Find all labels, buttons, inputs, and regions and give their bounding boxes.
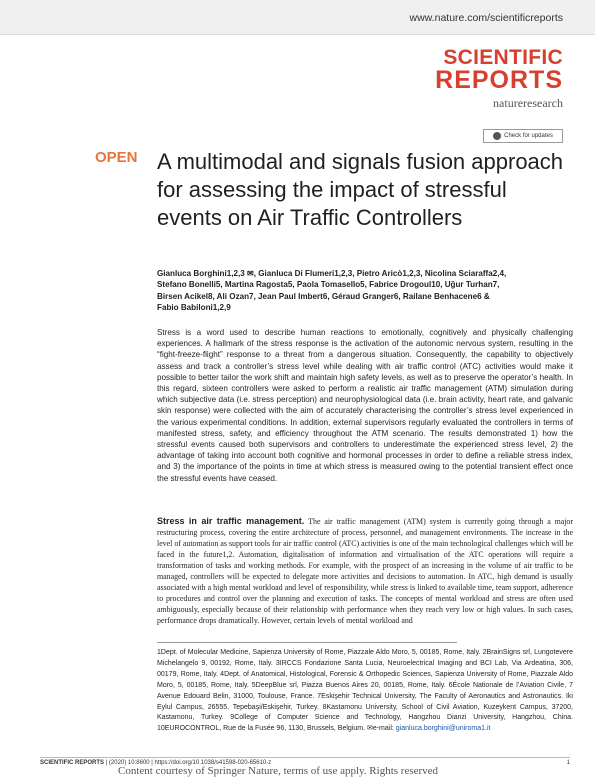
abstract: Stress is a word used to describe human reactions to emotionally, cognitively and physically challenging experiences. A hallmark of the stress response is the activation of the autonomic nervous system, resulting in the “fight-freeze-flight” response to a threat from a dangerous situation. Consequently, the capability to objectively assess and track a controller’s stress level while dealing with air traffic control (ATC) activities would make it possible to better tailor the work shift and maintain high safety levels, as well as to preserve the operator’s health. In this regard, sixteen controllers were asked to perform a realistic air traffic management (ATM) simulation during which subjective data (i.e. stress perception) and neurophysiological data (i.e. brain activity, heart rate, and galvanic skin response) were collected with the aim of accurately characterising the controller’s stress level experienced in the various experimental conditions. In addition, external supervisors regularly evaluated the controllers in terms of manifested stress, safety, and efficiency throughout the ATM scenario. The results demonstrated 1) how the stressful events caused both supervisors and controllers to underestimate the experienced stress level, 2) the advantage of taking into account both cognitive and hormonal processes in order to define a reliable stress index, and 3) the importance of the points in time at which stress is measured owing to the potential transient effect once the stressful events have ceased.: [157, 328, 573, 483]
section-intro: [157, 516, 573, 626]
corresponding-email-link[interactable]: gianluca.borghini@uniroma1.it: [395, 725, 491, 733]
affiliations: [157, 648, 573, 735]
footer-journal: SCIENTIFIC REPORTS: [40, 760, 105, 766]
brand-logo-line1: SCIENTIFIC: [443, 46, 563, 69]
author-line: Fabio Babiloni1,2,9: [157, 303, 231, 313]
author-list: [157, 268, 567, 314]
journal-url[interactable]: www.nature.com/scientificreports: [409, 12, 563, 24]
footer-doi[interactable]: | (2020) 10:8600 | https://doi.org/10.1038/s41598-020-65610-z: [105, 760, 272, 766]
section-heading: Stress in air traffic management.: [157, 516, 305, 526]
author-line: Birsen Acikel8, Ali Ozan7, Jean Paul Imbert6, Géraud Granger6, Railane Benhacene6 &: [157, 291, 490, 301]
check-for-updates-label: Check for updates: [504, 133, 553, 139]
open-access-label: OPEN: [95, 149, 138, 166]
section-body: The air traffic management (ATM) system is currently going through a major restructuring process, covering the entire architecture of process, personnel, and management environments. The increase in the level of automation as support tools for air traffic control (ATC) activities is one of the main technological challenges which will be faced in the future1,2. Automation, digitalisation of information and virtualisation of the ATC operations will require a transformation of tasks and working methods. For example, with the prospect of an increasing in the volume of air traffic to be managed, controllers will be expected to delegate more activities and decisions to automation. In ATC, high demand is usually associated with a high mental workload and level of responsibility, while stress is linked to available time, team support, adherence to procedures and control over the planning and execution of tasks. The concepts of mental workload and stress are often used ambiguously, especially because of their relationship with performance when they reach very low or high values. In such cases, performance drops dramatically. However, certain levels of mental workload and: [157, 517, 573, 626]
page-number: 1: [566, 760, 570, 766]
footer-divider: [40, 757, 570, 758]
brand-logo-line2: REPORTS: [435, 66, 563, 94]
author-line: Stefano Bonelli5, Martina Ragosta5, Paola Tomasello5, Fabrice Drogoul10, Uğur Turhan7,: [157, 280, 500, 290]
update-check-icon: [493, 132, 501, 140]
affiliations-text: 1Dept. of Molecular Medicine, Sapienza University of Rome, Piazzale Aldo Moro, 5, 00185, Rome, Italy. 2BrainSigns srl, Lungotevere Michelangelo 9, 00192, Rome, Italy. 3IRCCS Fondazione Santa Lucia, Neuroelectrical Imaging and BCI Lab, Via Ardeatina, 306, 00179, Rome, Italy. 4Dept. of Anatomical, Histological, Forensic & Orthopedic Sciences, Sapienza University of Rome, Piazzale Aldo Moro, 5, 00185, Rome, Italy. 5DeepBlue srl, Piazza Buenos Aires 20, 00185, Rome, Italy. 6École Nationale de l’Aviation Civile, 7 Avenue Edouard Belin, 31000, Toulouse, France. 7Eskişehir Technical University, The Faculty of Aeronautics and Astronautics. Iki Eylul Campus, 26555, Tepebaşi/Eskişehir, Turkey. 8Kastamonu University, School of Civil Aviation, Kuzeykent Campus, 37200, Kastamonu, Turkey. 9College of Computer Science and Technology, Hangzhou Dianzi University, Hangzhou, China. 10EUROCONTROL, Rue de la Fusée 96, 1130, Brussels, Belgium. ✉e-mail:: [157, 649, 573, 733]
article-title: A multimodal and signals fusion approach for assessing the impact of stressful events on Air Traffic Controllers: [157, 149, 564, 230]
courtesy-watermark: Content courtesy of Springer Nature, terms of use apply. Rights reserved: [118, 765, 439, 777]
check-for-updates-button[interactable]: [483, 129, 563, 143]
footnote-divider: [157, 642, 457, 643]
brand-logo-line3: natureresearch: [493, 96, 563, 110]
author-line: Gianluca Borghini1,2,3 ✉, Gianluca Di Flumeri1,2,3, Pietro Aricò1,2,3, Nicolina Sciaraffa2,4,: [157, 269, 507, 278]
